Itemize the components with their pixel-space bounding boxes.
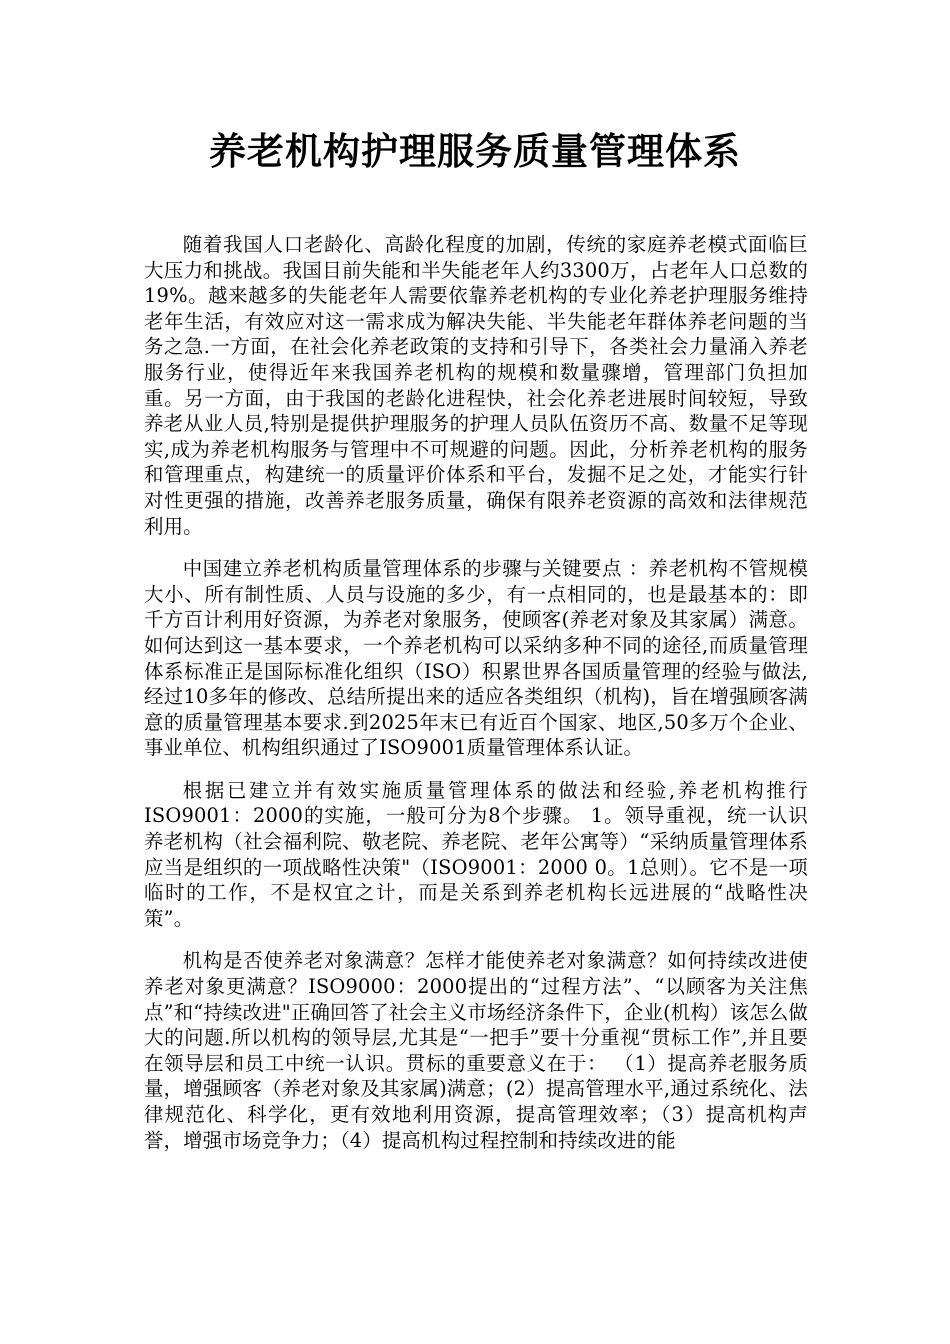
- paragraph-3: 根据已建立并有效实施质量管理体系的做法和经验,养老机构推行ISO9001：2000的实施，一般可分为8个步骤。 1。领导重视，统一认识 养老机构（社会福利院、敬老院、养老院、老年公寓等）“采纳质量管理体系应当是组织的一项战略性决策"（ISO9001：2000 0。1总则）。它不是一项临时的工作，不是权宜之计，而是关系到养老机构长远进展的“战略性决策”。: [144, 778, 808, 930]
- document-title: 养老机构护理服务质量管理体系: [209, 130, 741, 173]
- paragraph-4: 机构是否使养老对象满意？怎样才能使养老对象满意？如何持续改进使养老对象更满意？ISO9000：2000提出的“过程方法”、“以顾客为关注焦点”和“持续改进"正确回答了社会主义市场经济条件下，企业(机构）该怎么做大的问题.所以机构的领导层,尤其是“一把手”要十分重视“贯标工作”,并且要在领导层和员工中统一认识。贯标的重要意义在于： （1）提高养老服务质量，增强顾客（养老对象及其家属)满意；(2）提高管理水平,通过系统化、法律规范化、科学化，更有效地利用资源，提高管理效率；（3）提高机构声誉，增强市场竞争力；（4）提高机构过程控制和持续改进的能: [144, 949, 809, 1152]
- document-body: [144, 232, 808, 1170]
- paragraph-2: 中国建立养老机构质量管理体系的步骤与关键要点 ：养老机构不管规模大小、所有制性质、人员与设施的多少，有一点相同的，也是最基本的：即千方百计利用好资源，为养老对象服务，使顾客(养老对象及其家属）满意。如何达到这一基本要求，一个养老机构可以采纳多种不同的途径,而质量管理体系标准正是国际标准化组织（ISO）积累世界各国质量管理的经验与做法,经过10多年的修改、总结所提出来的适应各类组织（机构)，旨在增强顾客满意的质量管理基本要求.到2025年末已有近百个国家、地区,50多万个企业、事业单位、机构组织通过了ISO9001质量管理体系认证。: [144, 557, 808, 760]
- paragraph-1: 随着我国人口老龄化、高龄化程度的加剧，传统的家庭养老模式面临巨大压力和挑战。我国目前失能和半失能老年人约3300万，占老年人口总数的 19%。越来越多的失能老年人需要依靠养老机构的专业化养老护理服务维持老年生活，有效应对这一需求成为解决失能、半失能老年群体养老问题的当务之急.一方面，在社会化养老政策的支持和引导下，各类社会力量涌入养老服务行业，使得近年来我国养老机构的规模和数量骤增，管理部门负担加重。另一方面，由于我国的老龄化进程快，社会化养老进展时间较短，导致养老从业人员,特别是提供护理服务的护理人员队伍资历不高、数量不足等现实,成为养老机构服务与管理中不可规避的问题。因此，分析养老机构的服务和管理重点，构建统一的质量评价体系和平台，发掘不足之处，才能实行针对性更强的措施，改善养老服务质量，确保有限养老资源的高效和法律规范利用。: [144, 233, 808, 538]
